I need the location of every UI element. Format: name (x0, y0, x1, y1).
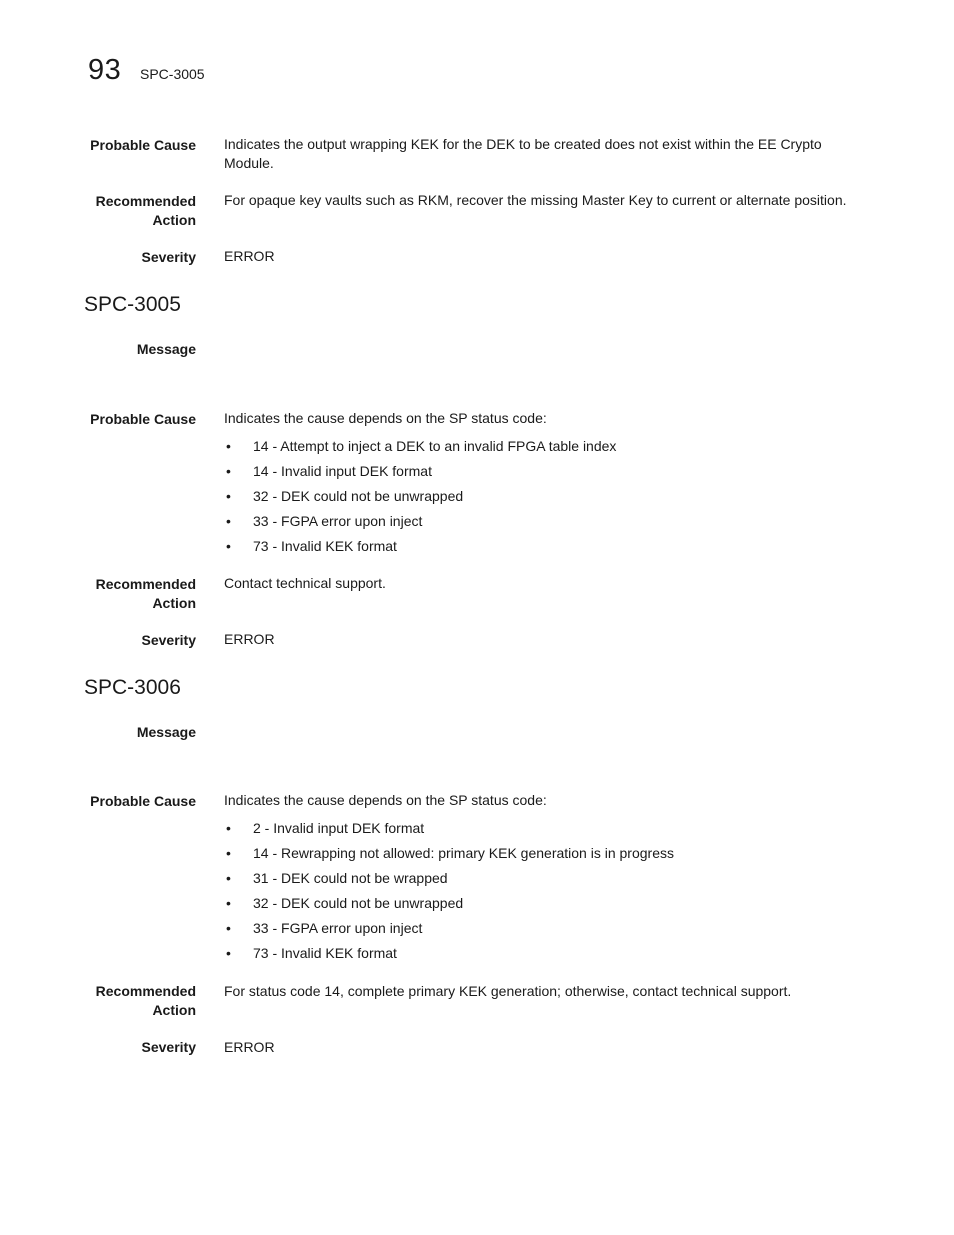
severity-value: ERROR (224, 1039, 275, 1055)
severity-value: ERROR (224, 631, 275, 647)
probable-cause-text: Indicates the cause depends on the SP status code: (224, 792, 547, 808)
recommended-action-label (46, 575, 196, 613)
bullet-icon: • (226, 513, 231, 529)
bullet-icon: • (226, 820, 231, 836)
list-item-text: 33 - FGPA error upon inject (253, 920, 423, 936)
recommended-label-line: Recommended (95, 193, 196, 209)
list-item-text: 14 - Invalid input DEK format (253, 463, 432, 479)
probable-cause-label: Probable Cause (90, 793, 196, 809)
bullet-icon: • (226, 895, 231, 911)
probable-cause-text: Indicates the cause depends on the SP status code: (224, 410, 547, 426)
list-item-text: 2 - Invalid input DEK format (253, 820, 425, 836)
recommended-action-text: For status code 14, complete primary KEK generation; otherwise, contact technical support. (224, 983, 792, 999)
recommended-action-text: For opaque key vaults such as RKM, recover the missing Master Key to current or alternate position. (224, 192, 847, 208)
running-header-title: SPC-3005 (140, 66, 205, 82)
severity-label: Severity (141, 632, 196, 648)
bullet-icon: • (226, 538, 231, 554)
list-item-text: 14 - Rewrapping not allowed: primary KEK generation is in progress (253, 845, 674, 861)
section-title-spc-3006: SPC-3006 (84, 676, 181, 699)
severity-label: Severity (141, 249, 196, 265)
message-label: Message (136, 724, 196, 740)
bullet-icon: • (226, 488, 231, 504)
bullet-icon: • (226, 870, 231, 886)
bullet-icon: • (226, 463, 231, 479)
action-label-line: Action (152, 212, 196, 228)
recommended-action-label (46, 982, 196, 1020)
severity-value: ERROR (224, 248, 275, 264)
list-item-text: 73 - Invalid KEK format (253, 945, 397, 961)
action-label-line: Action (152, 1002, 196, 1018)
list-item-text: 32 - DEK could not be unwrapped (253, 895, 464, 911)
section-title-spc-3005: SPC-3005 (84, 293, 181, 316)
list-item-text: 31 - DEK could not be wrapped (253, 870, 448, 886)
message-label: Message (136, 341, 196, 357)
recommended-action-text: Contact technical support. (224, 575, 386, 591)
recommended-label-line: Recommended (95, 983, 196, 999)
probable-cause-label: Probable Cause (90, 137, 196, 153)
probable-cause-text: Indicates the output wrapping KEK for the DEK to be created does not exist within the EE Crypto Module. (224, 136, 822, 171)
bullet-icon: • (226, 845, 231, 861)
list-item-text: 14 - Attempt to inject a DEK to an invalid FPGA table index (253, 438, 617, 454)
chapter-number: 93 (88, 54, 122, 86)
bullet-icon: • (226, 438, 231, 454)
list-item-text: 73 - Invalid KEK format (253, 538, 397, 554)
list-item-text: 32 - DEK could not be unwrapped (253, 488, 464, 504)
action-label-line: Action (152, 595, 196, 611)
recommended-label-line: Recommended (95, 576, 196, 592)
severity-label: Severity (141, 1039, 196, 1055)
bullet-icon: • (226, 920, 231, 936)
recommended-action-label (46, 192, 196, 230)
bullet-icon: • (226, 945, 231, 961)
list-item-text: 33 - FGPA error upon inject (253, 513, 423, 529)
probable-cause-label: Probable Cause (90, 411, 196, 427)
